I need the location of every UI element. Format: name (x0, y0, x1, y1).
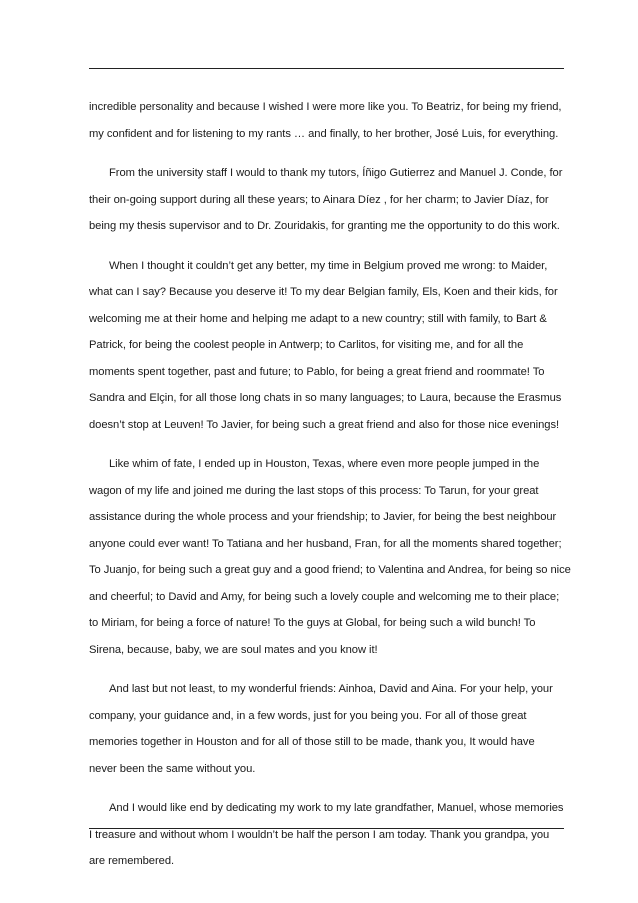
text-line: When I thought it couldn’t get any better, my time in Belgium proved me wrong: to Maider, (109, 259, 548, 272)
paragraph-dedication (89, 795, 564, 875)
text-line: assistance during the whole process and your friendship; to Javier, for being the best neighbour (89, 511, 557, 523)
text-line: I treasure and without whom I wouldn’t be half the person I am today. Thank you grandpa, you (89, 828, 550, 841)
text-line: wagon of my life and joined me during the last stops of this process: To Tarun, for your great (89, 484, 539, 497)
paragraph-belgium (89, 253, 564, 439)
text-line: Like whim of fate, I ended up in Houston, Texas, where even more people jumped in the (109, 458, 540, 470)
text-line: and cheerful; to David and Amy, for being such a lovely couple and welcoming me to their place; (89, 590, 560, 603)
text-line: Sandra and Elçin, for all those long chats in so many languages; to Laura, because the Erasmus (89, 392, 562, 404)
text-line: Sirena, because, baby, we are soul mates and you know it! (89, 643, 378, 656)
text-line: welcoming me at their home and helping me adapt to a new country; still with family, to Bart & (89, 312, 547, 325)
text-line: Patrick, for being the coolest people in Antwerp; to Carlitos, for visiting me, and for all the (89, 339, 524, 351)
footer-rule (89, 828, 564, 829)
text-line: their on-going support during all these years; to Ainara Díez , for her charm; to Javier Díaz, for (89, 193, 549, 206)
text-line: doesn’t stop at Leuven! To Javier, for being such a great friend and also for those nice evenings! (89, 418, 560, 431)
header-rule (89, 68, 564, 69)
text-line: moments spent together, past and future; to Pablo, for being a great friend and roommate! To (89, 365, 545, 378)
text-line: anyone could ever want! To Tatiana and her husband, Fran, for all the moments shared together; (89, 537, 562, 550)
page-body (89, 94, 571, 875)
text-line: what can I say? Because you deserve it! To my dear Belgian family, Els, Koen and their kids, for (89, 286, 558, 298)
paragraph-university-staff (89, 160, 564, 240)
paragraph-houston (89, 451, 571, 663)
text-line: being my thesis supervisor and to Dr. Zouridakis, for granting me the opportunity to do this work. (89, 220, 560, 232)
text-line: incredible personality and because I wished I were more like you. To Beatriz, for being my friend, (89, 101, 562, 113)
text-line: are remembered. (89, 855, 175, 867)
text-line: never been the same without you. (89, 762, 256, 775)
text-line: From the university staff I would to thank my tutors, Íñigo Gutierrez and Manuel J. Conde, for (109, 167, 563, 179)
text-line: To Juanjo, for being such a great guy and a good friend; to Valentina and Andrea, for being so nice (89, 564, 571, 576)
text-line: my confident and for listening to my rants … and finally, to her brother, José Luis, for everything. (89, 127, 559, 140)
text-line: company, your guidance and, in a few words, just for you being you. For all of those great (89, 709, 527, 722)
text-line: memories together in Houston and for all of those still to be made, thank you, It would have (89, 736, 535, 748)
paragraph-friends (89, 676, 564, 782)
paragraph-continuation (89, 94, 564, 147)
text-line: And I would like end by dedicating my work to my late grandfather, Manuel, whose memories (109, 802, 564, 814)
text-line: to Miriam, for being a force of nature! To the guys at Global, for being such a wild bunch! To (89, 617, 536, 629)
text-line: And last but not least, to my wonderful friends: Ainhoa, David and Aina. For your help, your (109, 683, 553, 695)
